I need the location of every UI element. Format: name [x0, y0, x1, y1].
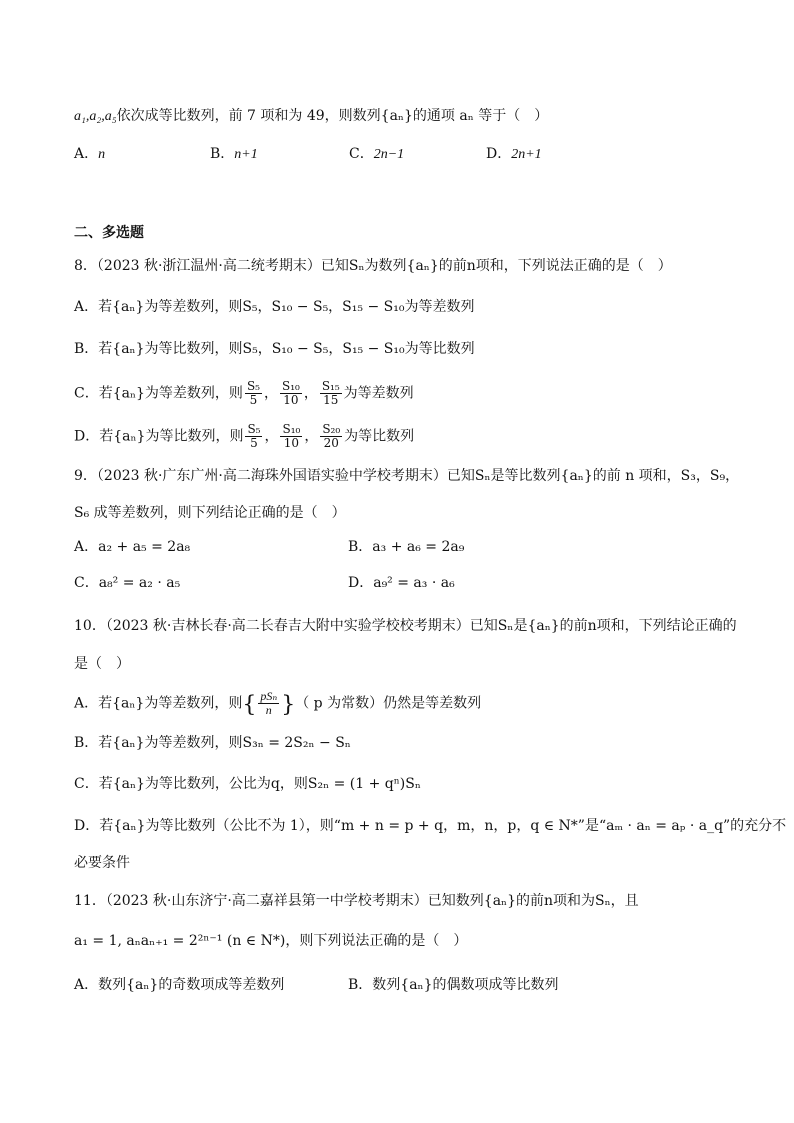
- q10-option-d-line2: 必要条件: [74, 855, 130, 871]
- q10-option-c: C．若{aₙ}为等比数列，公比为q，则S₂ₙ = (1 + qⁿ)Sₙ: [74, 776, 421, 792]
- q9-option-c: C．a₈² = a₂ · a₅: [74, 575, 181, 591]
- q8-option-b: B．若{aₙ}为等比数列，则S₅，S₁₀ − S₅，S₁₅ − S₁₀为等比数列: [74, 341, 475, 357]
- q9-options-row2: [74, 573, 455, 593]
- q11-option-a: A．数列{aₙ}的奇数项成等差数列: [74, 977, 285, 993]
- q8-option-d: D．若{aₙ}为等比数列，则 $\frac{\text{S₅}}{5}$ ， $\frac{\text{S₁₀}}{10}$ ， $\frac{\text{S₂₀}}{20}$ 为等比数列: [74, 422, 415, 450]
- q8-option-a: A．若{aₙ}为等差数列，则S₅，S₁₀ − S₅，S₁₅ − S₁₀为等差数列: [74, 299, 475, 315]
- q8-option-c: C．若{aₙ}为等差数列，则 $\frac{\text{S₅}}{5}$ ， $\frac{\text{S₁₀}}{10}$ ， $\frac{\text{S₁₅}}{15}$ 为等差数列: [74, 379, 414, 407]
- q7-option-d: D．2n+1: [486, 146, 542, 162]
- q9-stem-line1: 9．（2023 秋·广东广州·高二海珠外国语实验中学校考期末）已知Sₙ是等比数列{aₙ}的前 n 项和，S₃，S₉，: [74, 468, 740, 484]
- q8-stem: 8．（2023 秋·浙江温州·高二统考期末）已知Sₙ为数列{aₙ}的前n项和，下列说法正确的是（ ）: [74, 258, 672, 274]
- q9-option-b: B．a₃ + a₆ = 2a₉: [348, 539, 465, 555]
- q11-stem-line1: 11．（2023 秋·山东济宁·高二嘉祥县第一中学校考期末）已知数列{aₙ}的前n项和为Sₙ，且: [74, 893, 639, 909]
- q9-option-d: D．a₉² = a₃ · a₆: [348, 575, 455, 591]
- q11-stem-line2: a₁ = 1, aₙaₙ₊₁ = 2²ⁿ⁻¹ (n ∈ N*)，则下列说法正确的是（ ）: [74, 933, 468, 949]
- fraction: $\frac{\text{S₅}}{5}$: [247, 422, 261, 450]
- fraction: $\frac{\text{S₁₅}}{15}$: [321, 379, 340, 407]
- q7-text: 依次成等比数列，前 7 项和为 49，则数列{aₙ}的通项 aₙ 等于（ ）: [116, 108, 549, 124]
- section-title: 二、多选题: [74, 225, 144, 241]
- q10-option-d-line1: D．若{aₙ}为等比数列（公比不为 1），则“m + n = p + q，m，n，p，q ∈ N*”是“aₘ · aₙ = aₚ · a_q”的充分不: [74, 818, 787, 834]
- fraction: $\frac{\text{pSₙ}}{n}$: [260, 689, 278, 717]
- q7-option-b: B．n+1: [210, 146, 258, 162]
- q7-option-a: A．n: [74, 146, 106, 162]
- q7-options: [74, 144, 542, 165]
- q11-options-row1: [74, 975, 559, 995]
- q9-option-a: A．a₂ + a₅ = 2a₈: [74, 539, 191, 555]
- q9-stem-line2: S₆ 成等差数列，则下列结论正确的是（ ）: [74, 505, 346, 521]
- q10-stem-line2: 是（ ）: [74, 656, 130, 672]
- fraction: $\frac{\text{S₅}}{5}$: [246, 379, 260, 407]
- q9-options-row1: [74, 537, 464, 557]
- q7-option-c: C．2n−1: [349, 146, 405, 162]
- q10-stem-line1: 10．（2023 秋·吉林长春·高二长春吉大附中实验学校校考期末）已知Sₙ是{aₙ}的前n项和，下列结论正确的: [74, 618, 737, 634]
- fraction: $\frac{\text{S₂₀}}{20}$: [322, 422, 341, 450]
- q7-lead: a₁,a₂,a₅: [74, 109, 117, 124]
- fraction: $\frac{\text{S₁₀}}{10}$: [281, 379, 300, 407]
- q10-option-a: A．若{aₙ}为等差数列，则{ $\frac{\text{pSₙ}}{n}$ }（ p 为常数）仍然是等差数列: [74, 689, 482, 718]
- q7-stem: [74, 106, 548, 127]
- fraction: $\frac{\text{S₁₀}}{10}$: [282, 422, 301, 450]
- q11-option-b: B．数列{aₙ}的偶数项成等比数列: [348, 977, 559, 993]
- q10-option-b: B．若{aₙ}为等差数列，则S₃ₙ = 2S₂ₙ − Sₙ: [74, 735, 351, 751]
